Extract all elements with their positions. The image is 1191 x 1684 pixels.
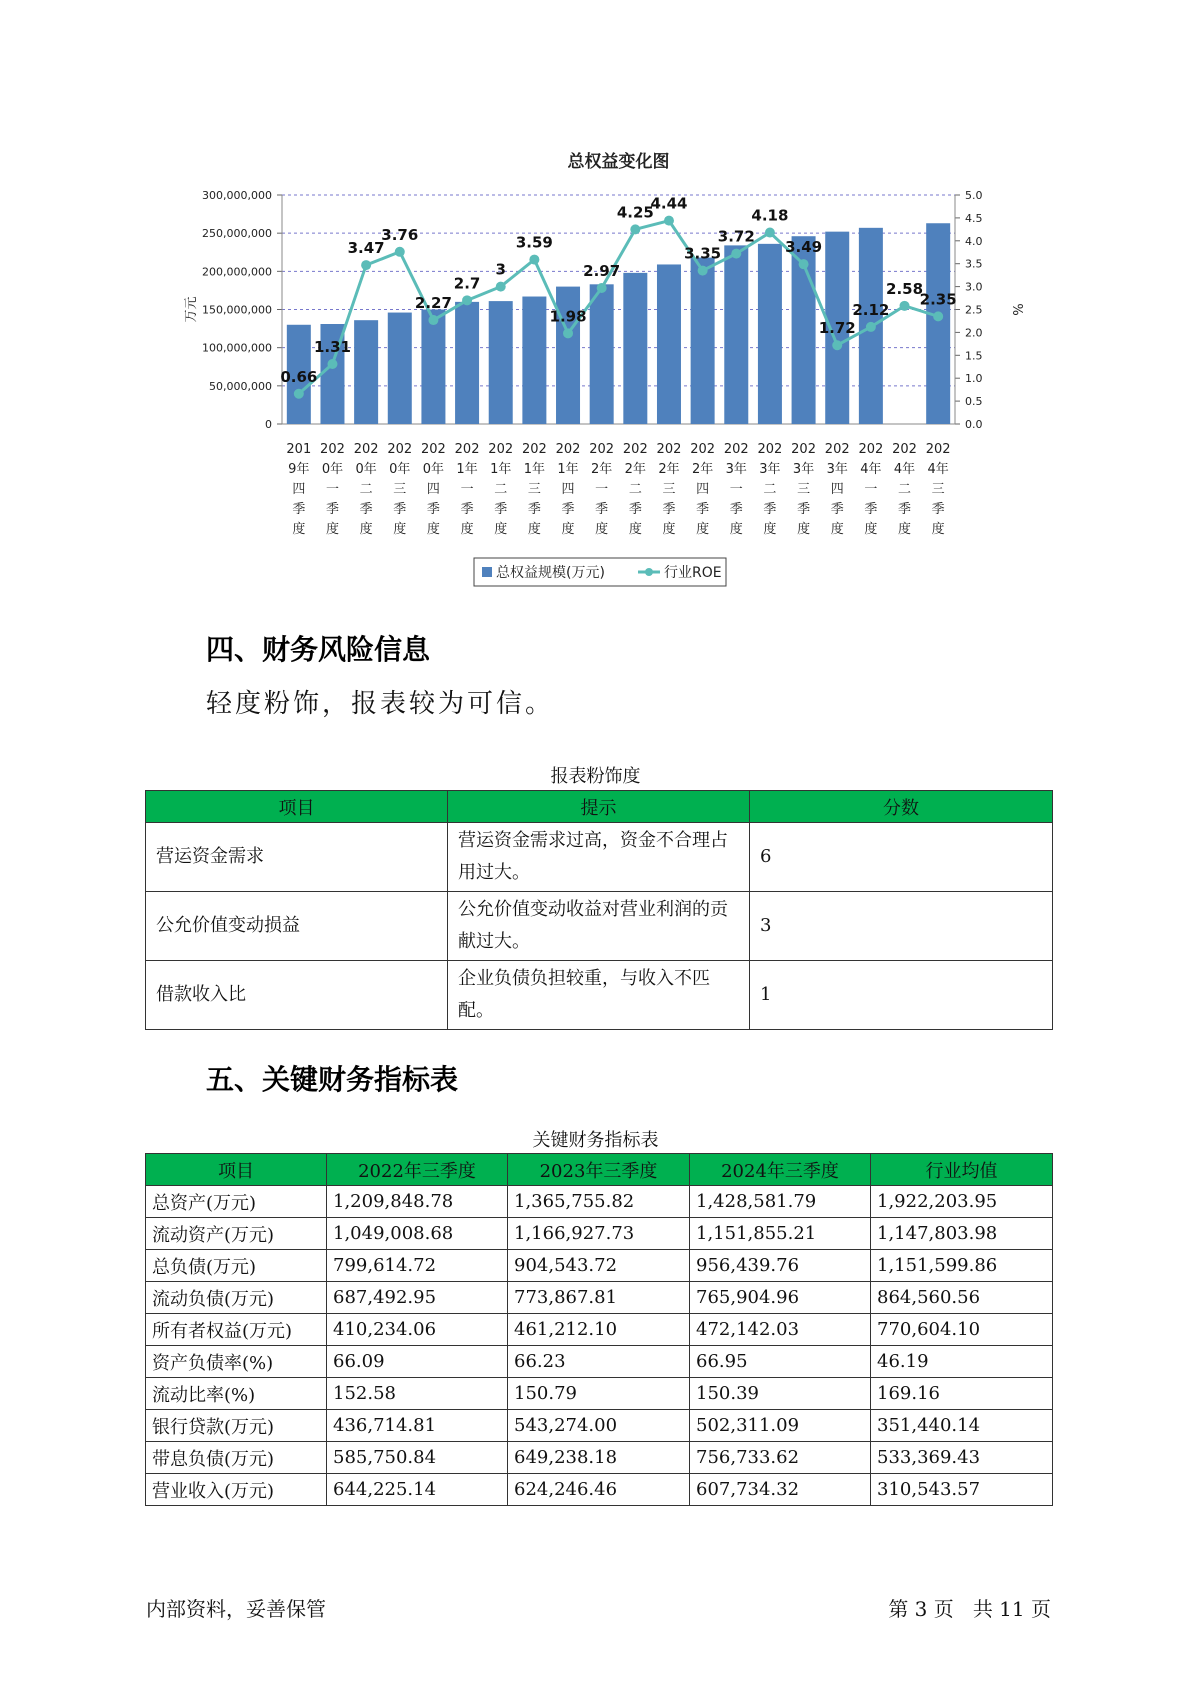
x-tick-label: 202: [421, 442, 446, 457]
x-tick-label: 季: [527, 502, 541, 517]
x-tick-label: 度: [696, 522, 710, 537]
x-tick-label: 202: [589, 442, 615, 457]
chart-title: 总权益变化图: [567, 152, 670, 172]
cell-industry-avg: 310,543.57: [871, 1474, 1053, 1506]
roe-data-label: 3: [495, 260, 506, 279]
bar: [590, 284, 614, 424]
x-tick-label: 二: [898, 482, 912, 497]
x-tick-label: 202: [656, 442, 682, 457]
y-right-tick-label: 3.5: [965, 257, 983, 271]
table-row: [146, 1282, 1053, 1314]
y-right-tick-label: 2.5: [965, 303, 983, 317]
cell-2024q3: 1,428,581.79: [690, 1186, 871, 1218]
y-right-tick-label: 0.0: [965, 418, 983, 431]
x-tick-label: 季: [830, 502, 844, 517]
bar: [421, 310, 445, 425]
x-tick-label: 季: [696, 502, 710, 517]
header-item: 项目: [146, 1154, 327, 1186]
bar: [657, 264, 681, 424]
footer-page-number: 第 3 页 共 11 页: [888, 1597, 1051, 1621]
cell-score: 1: [750, 961, 1053, 1030]
roe-point: [597, 283, 607, 293]
x-tick-label: 202: [892, 442, 917, 457]
cell-item: 总资产(万元): [146, 1186, 327, 1218]
x-tick-label: 四: [696, 482, 710, 497]
x-tick-label: 季: [797, 502, 811, 517]
x-tick-label: 季: [864, 502, 878, 517]
table-row: [146, 1250, 1053, 1282]
cell-hint: 公允价值变动收益对营业利润的贡献过大。: [448, 892, 750, 961]
cell-2023q3: 543,274.00: [508, 1410, 690, 1442]
cell-2023q3: 150.79: [508, 1378, 690, 1410]
bar: [724, 245, 748, 424]
y-right-tick-label: 5.0: [965, 189, 983, 202]
table-row: [146, 892, 1053, 961]
risk-summary-text: 轻度粉饰，报表较为可信。: [206, 689, 555, 719]
x-tick-label: 202: [858, 442, 884, 457]
header-2022q3: 2022年三季度: [327, 1154, 508, 1186]
x-tick-label: 度: [393, 522, 407, 537]
x-tick-label: 9年: [288, 462, 310, 477]
x-tick-label: 度: [931, 522, 945, 537]
y-left-tick-label: 0: [265, 418, 272, 431]
cell-2022q3: 410,234.06: [327, 1314, 508, 1346]
roe-point: [361, 260, 371, 270]
x-tick-label: 202: [925, 442, 951, 457]
x-tick-label: 四: [292, 482, 306, 497]
cell-2022q3: 585,750.84: [327, 1442, 508, 1474]
x-tick-label: 0年: [355, 462, 377, 477]
cell-industry-avg: 770,604.10: [871, 1314, 1053, 1346]
cell-item: 营业收入(万元): [146, 1474, 327, 1506]
roe-data-label: 2.58: [886, 279, 924, 298]
roe-data-label: 3.72: [717, 227, 755, 246]
roe-data-label: 4.44: [650, 194, 688, 213]
roe-point: [698, 266, 708, 276]
x-tick-label: 202: [488, 442, 514, 457]
x-tick-label: 度: [763, 522, 777, 537]
x-tick-label: 三: [662, 482, 676, 497]
x-tick-label: 度: [864, 522, 878, 537]
cell-score: 6: [750, 823, 1053, 892]
roe-point: [933, 311, 943, 321]
legend-bar-label: 总权益规模(万元): [496, 565, 605, 581]
cell-item: 银行贷款(万元): [146, 1410, 327, 1442]
cell-item: 借款收入比: [146, 961, 448, 1030]
roe-point: [395, 247, 405, 257]
cell-industry-avg: 1,922,203.95: [871, 1186, 1053, 1218]
x-tick-label: 季: [426, 502, 440, 517]
cell-2024q3: 472,142.03: [690, 1314, 871, 1346]
cell-2022q3: 644,225.14: [327, 1474, 508, 1506]
x-tick-label: 季: [898, 502, 912, 517]
table-row: [146, 1410, 1053, 1442]
x-tick-label: 一: [864, 482, 878, 497]
cell-item: 带息负债(万元): [146, 1442, 327, 1474]
cell-2024q3: 765,904.96: [690, 1282, 871, 1314]
roe-point: [496, 282, 506, 292]
cell-2023q3: 1,166,927.73: [508, 1218, 690, 1250]
cell-2022q3: 436,714.81: [327, 1410, 508, 1442]
cell-score: 3: [750, 892, 1053, 961]
equity-change-chart: [0, 0, 1191, 600]
table-header-row: [146, 791, 1053, 823]
section-5-heading: 五、关键财务指标表: [206, 1063, 459, 1096]
x-tick-label: 一: [729, 482, 743, 497]
x-tick-label: 季: [393, 502, 407, 517]
x-tick-label: 0年: [321, 462, 344, 477]
x-tick-label: 1年: [523, 462, 546, 477]
x-tick-label: 一: [595, 482, 609, 497]
cell-item: 流动负债(万元): [146, 1282, 327, 1314]
x-tick-label: 季: [763, 502, 777, 517]
cell-item: 总负债(万元): [146, 1250, 327, 1282]
section-4-heading: 四、财务风险信息: [206, 633, 431, 666]
x-tick-label: 季: [325, 502, 339, 517]
cell-hint: 营运资金需求过高，资金不合理占用过大。: [448, 823, 750, 892]
table-row: [146, 823, 1053, 892]
x-tick-label: 2年: [591, 462, 613, 477]
x-tick-label: 度: [494, 522, 508, 537]
whitewash-table: [145, 790, 1053, 1030]
x-tick-label: 2年: [658, 462, 680, 477]
cell-2022q3: 152.58: [327, 1378, 508, 1410]
y-right-tick-label: 4.5: [965, 211, 983, 225]
x-tick-label: 度: [898, 522, 912, 537]
roe-point: [462, 295, 472, 305]
roe-data-label: 3.59: [515, 233, 553, 252]
roe-point: [428, 315, 438, 325]
x-tick-label: 四: [561, 482, 575, 497]
x-tick-label: 度: [595, 522, 609, 537]
x-tick-label: 4年: [927, 462, 949, 477]
roe-point: [765, 228, 775, 238]
bar: [758, 244, 782, 424]
table-row: [146, 1186, 1053, 1218]
x-tick-label: 202: [521, 442, 547, 457]
y-right-tick-label: 1.0: [965, 372, 983, 386]
x-tick-label: 二: [359, 482, 373, 497]
bar: [691, 258, 715, 424]
roe-data-label: 4.18: [751, 206, 789, 225]
y-right-tick-label: 3.0: [965, 280, 983, 294]
x-tick-label: 0年: [389, 462, 411, 477]
roe-point: [731, 249, 741, 259]
cell-2024q3: 502,311.09: [690, 1410, 871, 1442]
cell-2022q3: 799,614.72: [327, 1250, 508, 1282]
x-tick-label: 3年: [759, 462, 781, 477]
roe-point: [630, 224, 640, 234]
table-header-row: [146, 1154, 1053, 1186]
roe-data-label: 2.12: [852, 300, 890, 319]
x-tick-label: 二: [628, 482, 642, 497]
key-metrics-table: [145, 1153, 1053, 1506]
x-tick-label: 202: [555, 442, 581, 457]
cell-2024q3: 1,151,855.21: [690, 1218, 871, 1250]
bar: [926, 223, 950, 424]
y-left-tick-label: 150,000,000: [202, 303, 272, 317]
bar: [623, 273, 647, 424]
y-right-tick-label: 2.0: [965, 326, 983, 340]
table-row: [146, 961, 1053, 1030]
cell-item: 资产负债率(%): [146, 1346, 327, 1378]
cell-industry-avg: 351,440.14: [871, 1410, 1053, 1442]
roe-data-label: 2.7: [453, 274, 481, 293]
header-score: 分数: [750, 791, 1053, 823]
roe-data-label: 3.47: [347, 239, 385, 258]
roe-data-label: 3.76: [381, 225, 419, 244]
x-tick-label: 3年: [792, 462, 815, 477]
x-tick-label: 202: [320, 442, 345, 457]
legend-line-label: 行业ROE: [664, 565, 722, 581]
x-tick-label: 1年: [490, 462, 512, 477]
bar: [455, 302, 479, 424]
x-tick-label: 4年: [860, 462, 882, 477]
x-tick-label: 四: [830, 482, 844, 497]
bar: [388, 313, 412, 424]
bar: [489, 301, 513, 424]
x-tick-label: 202: [757, 442, 783, 457]
roe-point: [799, 259, 809, 269]
x-tick-label: 度: [628, 522, 642, 537]
footer-confidential: 内部资料，妥善保管: [146, 1597, 326, 1621]
x-tick-label: 201: [286, 442, 312, 457]
y-right-tick-label: 1.5: [965, 349, 983, 363]
cell-item: 流动比率(%): [146, 1378, 327, 1410]
table-row: [146, 1442, 1053, 1474]
roe-point: [563, 328, 573, 338]
x-tick-label: 2年: [624, 462, 646, 477]
x-tick-label: 季: [494, 502, 508, 517]
cell-2023q3: 1,365,755.82: [508, 1186, 690, 1218]
x-tick-label: 3年: [725, 462, 747, 477]
roe-data-label: 2.97: [583, 261, 621, 280]
x-tick-label: 202: [622, 442, 648, 457]
cell-2024q3: 756,733.62: [690, 1442, 871, 1474]
table-row: [146, 1346, 1053, 1378]
roe-point: [664, 216, 674, 226]
x-tick-label: 季: [628, 502, 642, 517]
x-tick-label: 202: [824, 442, 850, 457]
x-tick-label: 4年: [893, 462, 916, 477]
cell-2023q3: 904,543.72: [508, 1250, 690, 1282]
x-tick-label: 202: [791, 442, 816, 457]
header-item: 项目: [146, 791, 448, 823]
cell-2022q3: 1,049,008.68: [327, 1218, 508, 1250]
cell-2024q3: 607,734.32: [690, 1474, 871, 1506]
y-left-axis-label: 万元: [184, 296, 199, 323]
legend-line-marker: [645, 568, 653, 576]
x-tick-label: 202: [723, 442, 749, 457]
cell-hint: 企业负债负担较重，与收入不匹配。: [448, 961, 750, 1030]
roe-point: [832, 340, 842, 350]
x-tick-label: 季: [595, 502, 609, 517]
cell-2022q3: 1,209,848.78: [327, 1186, 508, 1218]
x-tick-label: 三: [393, 482, 407, 497]
x-tick-label: 3年: [826, 462, 848, 477]
cell-industry-avg: 46.19: [871, 1346, 1053, 1378]
roe-data-label: 0.66: [280, 367, 318, 386]
roe-data-label: 4.25: [616, 203, 654, 222]
x-tick-label: 0年: [422, 462, 445, 477]
x-tick-label: 202: [454, 442, 480, 457]
x-tick-label: 度: [797, 522, 811, 537]
header-industry-avg: 行业均值: [871, 1154, 1053, 1186]
roe-point: [294, 389, 304, 399]
cell-2023q3: 624,246.46: [508, 1474, 690, 1506]
roe-data-label: 1.72: [818, 319, 856, 338]
x-tick-label: 2年: [691, 462, 714, 477]
roe-data-label: 1.31: [313, 338, 351, 357]
cell-2024q3: 150.39: [690, 1378, 871, 1410]
table-row: [146, 1378, 1053, 1410]
cell-industry-avg: 1,151,599.86: [871, 1250, 1053, 1282]
cell-industry-avg: 169.16: [871, 1378, 1053, 1410]
x-tick-label: 季: [931, 502, 945, 517]
roe-point: [866, 322, 876, 332]
x-tick-label: 季: [662, 502, 676, 517]
x-tick-label: 季: [460, 502, 474, 517]
roe-point: [900, 301, 910, 311]
x-tick-label: 季: [359, 502, 373, 517]
cell-2023q3: 66.23: [508, 1346, 690, 1378]
whitewash-table-caption: 报表粉饰度: [550, 766, 641, 787]
header-2023q3: 2023年三季度: [508, 1154, 690, 1186]
y-right-tick-label: 0.5: [965, 395, 983, 409]
cell-2024q3: 956,439.76: [690, 1250, 871, 1282]
y-left-tick-label: 50,000,000: [209, 379, 272, 393]
roe-point: [327, 359, 337, 369]
y-right-axis-label: %: [1009, 303, 1024, 316]
x-tick-label: 度: [527, 522, 541, 537]
x-tick-label: 1年: [456, 462, 478, 477]
cell-industry-avg: 1,147,803.98: [871, 1218, 1053, 1250]
x-tick-label: 三: [527, 482, 541, 497]
cell-industry-avg: 864,560.56: [871, 1282, 1053, 1314]
x-tick-label: 度: [729, 522, 743, 537]
cell-item: 流动资产(万元): [146, 1218, 327, 1250]
cell-item: 所有者权益(万元): [146, 1314, 327, 1346]
roe-data-label: 2.35: [919, 290, 957, 309]
x-tick-label: 度: [359, 522, 373, 537]
x-tick-label: 季: [561, 502, 575, 517]
table-row: [146, 1474, 1053, 1506]
x-tick-label: 季: [292, 502, 306, 517]
x-tick-label: 1年: [557, 462, 579, 477]
header-hint: 提示: [448, 791, 750, 823]
cell-2023q3: 649,238.18: [508, 1442, 690, 1474]
table-row: [146, 1218, 1053, 1250]
x-tick-label: 四: [426, 482, 440, 497]
cell-2023q3: 773,867.81: [508, 1282, 690, 1314]
y-left-tick-label: 250,000,000: [202, 227, 272, 241]
x-tick-label: 三: [797, 482, 811, 497]
legend-bar-swatch: [482, 567, 492, 577]
header-2024q3: 2024年三季度: [690, 1154, 871, 1186]
roe-data-label: 3.35: [684, 244, 722, 263]
cell-2022q3: 66.09: [327, 1346, 508, 1378]
x-tick-label: 一: [325, 482, 339, 497]
y-left-tick-label: 200,000,000: [202, 265, 272, 279]
y-right-tick-label: 4.0: [965, 234, 983, 248]
x-tick-label: 度: [662, 522, 676, 537]
cell-2024q3: 66.95: [690, 1346, 871, 1378]
roe-data-label: 1.98: [549, 307, 587, 326]
x-tick-label: 三: [931, 482, 945, 497]
x-tick-label: 二: [494, 482, 508, 497]
x-tick-label: 度: [830, 522, 844, 537]
y-left-tick-label: 100,000,000: [202, 341, 272, 355]
key-metrics-table-caption: 关键财务指标表: [532, 1130, 659, 1151]
cell-item: 公允价值变动损益: [146, 892, 448, 961]
x-tick-label: 一: [460, 482, 474, 497]
x-tick-label: 度: [561, 522, 575, 537]
roe-data-label: 3.49: [785, 238, 823, 257]
x-tick-label: 度: [325, 522, 339, 537]
x-tick-label: 202: [690, 442, 716, 457]
roe-data-label: 2.27: [414, 294, 452, 313]
roe-point: [529, 255, 539, 265]
bar: [354, 320, 378, 424]
table-row: [146, 1314, 1053, 1346]
x-tick-label: 202: [387, 442, 413, 457]
cell-2022q3: 687,492.95: [327, 1282, 508, 1314]
x-tick-label: 二: [763, 482, 777, 497]
y-left-tick-label: 300,000,000: [202, 189, 272, 202]
x-tick-label: 度: [426, 522, 440, 537]
x-tick-label: 度: [292, 522, 306, 537]
x-tick-label: 季: [729, 502, 743, 517]
cell-item: 营运资金需求: [146, 823, 448, 892]
cell-2023q3: 461,212.10: [508, 1314, 690, 1346]
bar: [522, 297, 546, 424]
cell-industry-avg: 533,369.43: [871, 1442, 1053, 1474]
x-tick-label: 度: [460, 522, 474, 537]
x-tick-label: 202: [353, 442, 379, 457]
